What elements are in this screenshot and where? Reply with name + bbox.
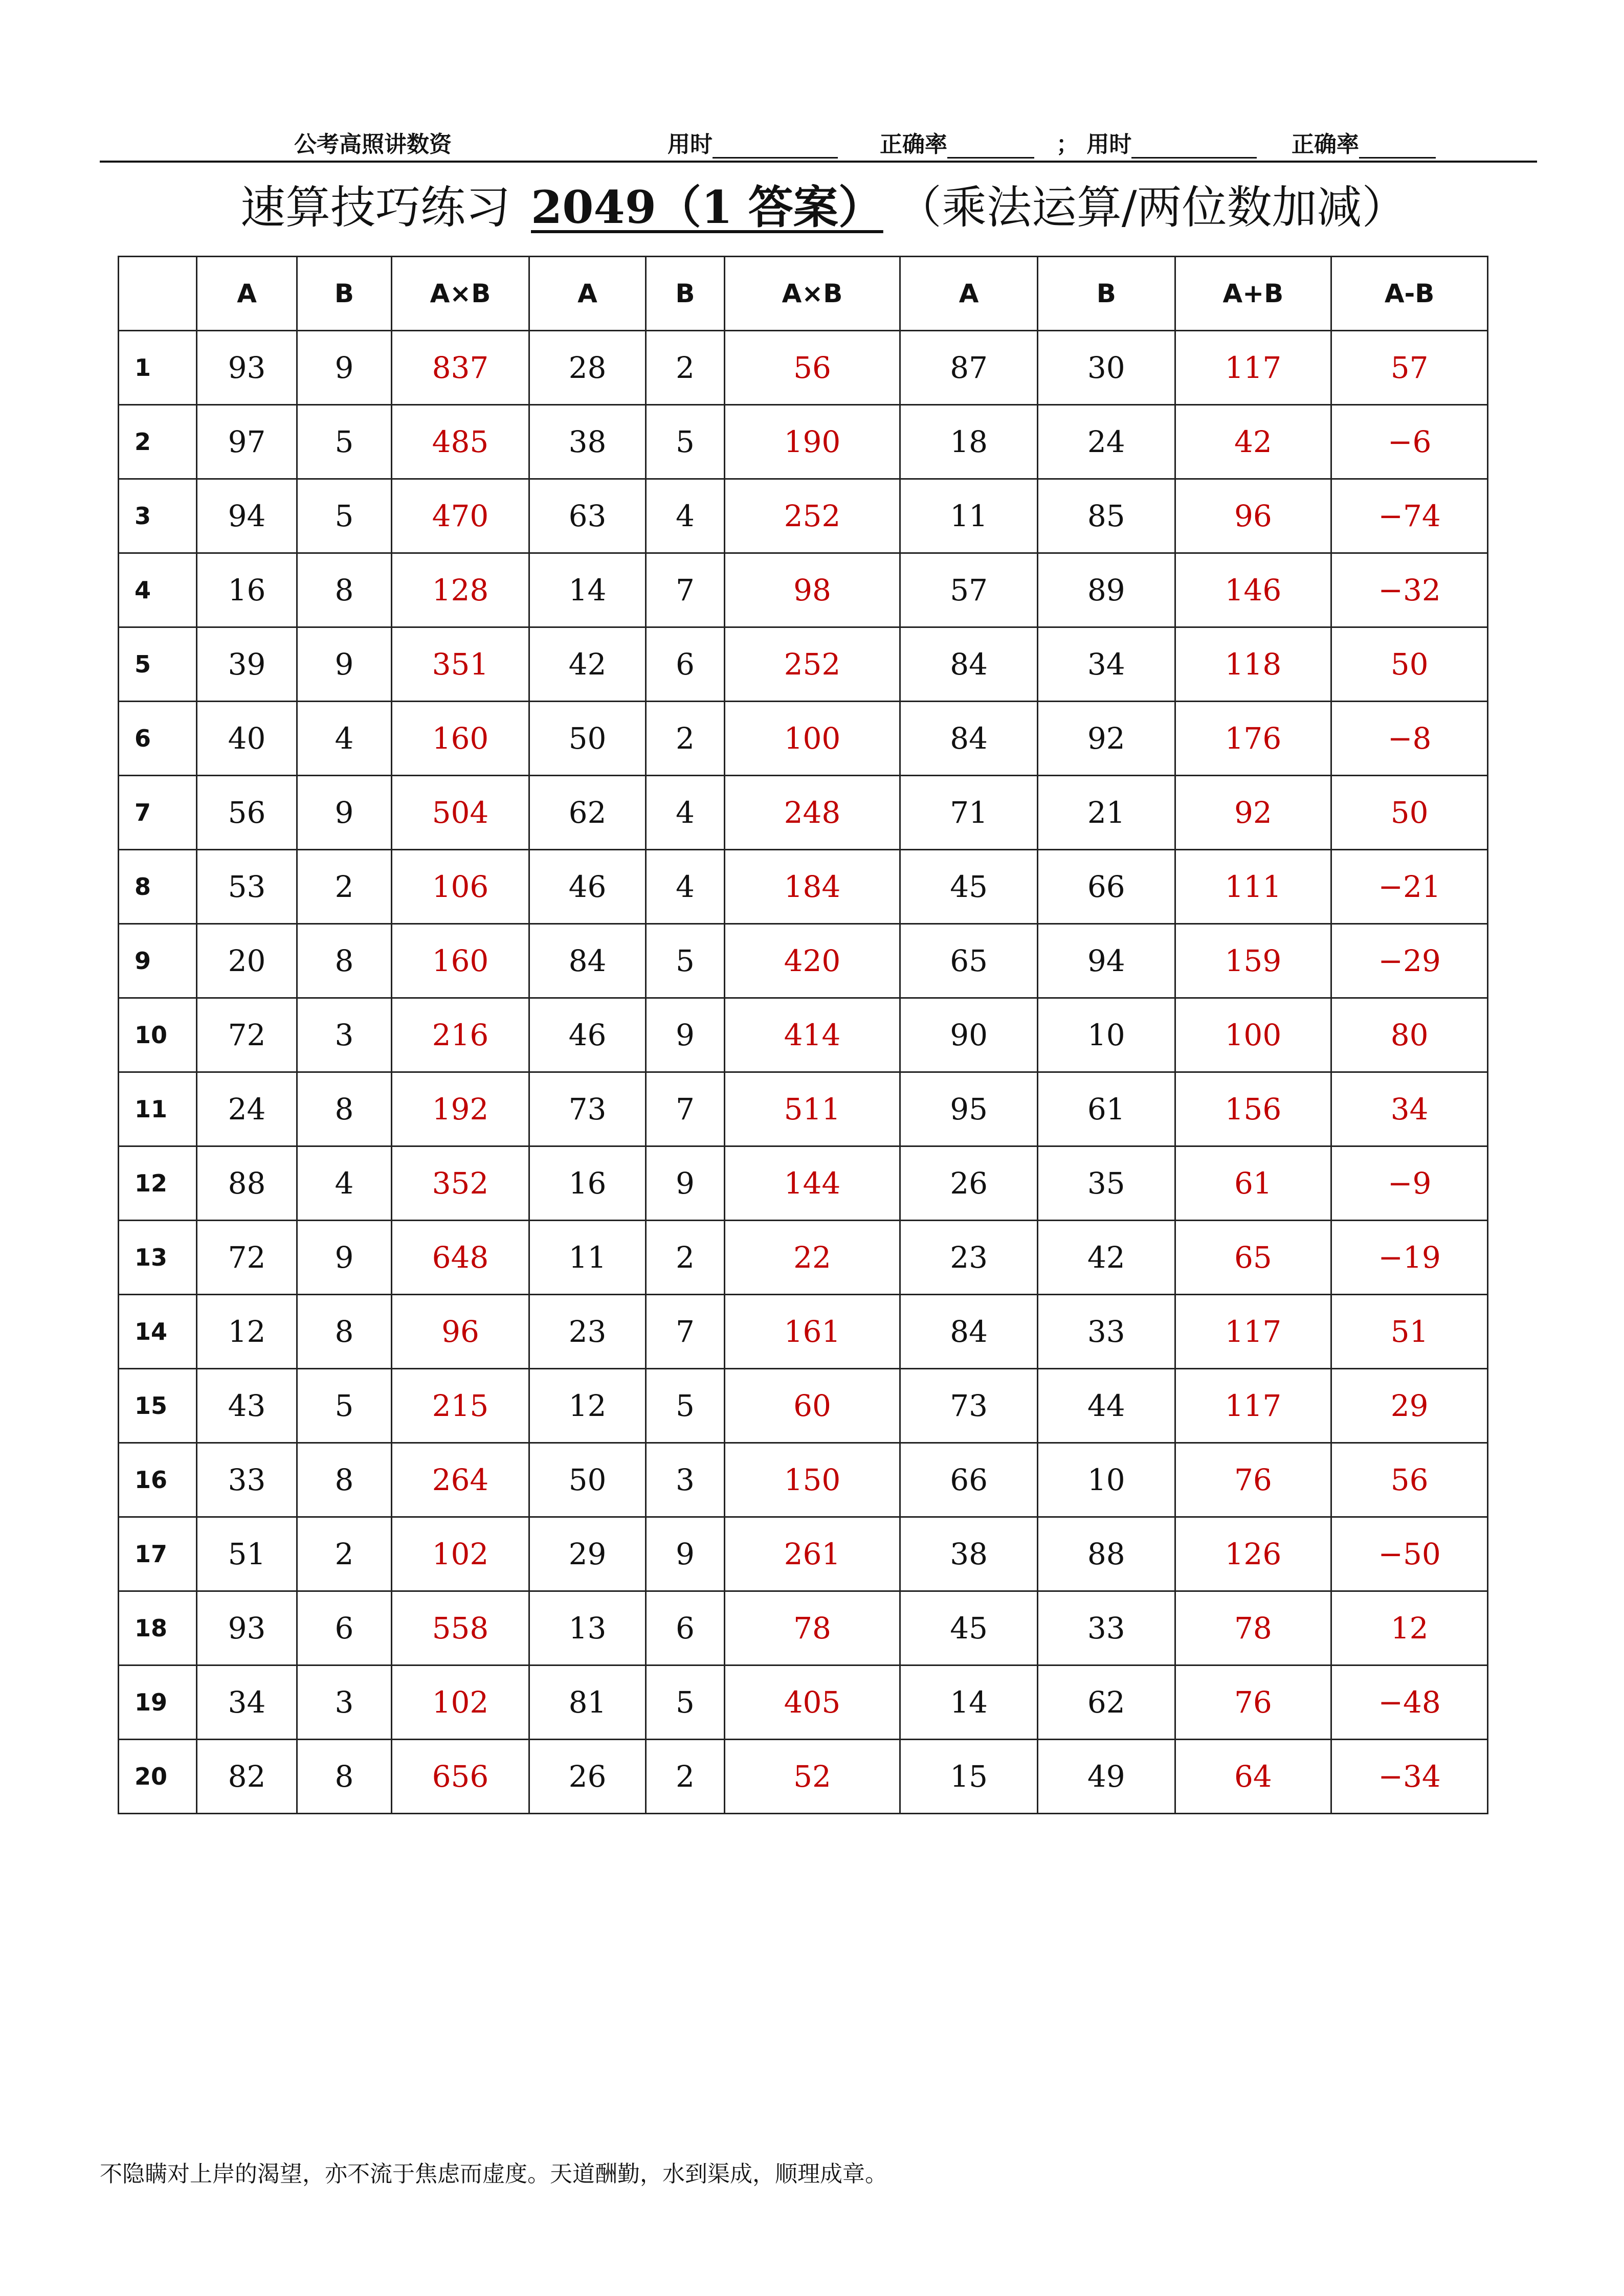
table-row (119, 405, 1488, 479)
operand-cell: 9 (646, 1517, 724, 1591)
operand-cell: 8 (297, 924, 391, 998)
operand-cell: 61 (1037, 1072, 1175, 1146)
answer-cell: 117 (1175, 1295, 1331, 1369)
answer-cell: −19 (1331, 1221, 1488, 1295)
operand-cell: 72 (197, 998, 297, 1072)
answer-cell: 50 (1331, 776, 1488, 850)
answer-cell: 352 (392, 1146, 529, 1221)
operand-cell: 9 (646, 1146, 724, 1221)
answer-cell: 190 (724, 405, 900, 479)
time-label-1: 用时 (668, 131, 713, 157)
table-row (119, 1146, 1488, 1221)
answer-cell: 102 (392, 1665, 529, 1740)
operand-cell: 11 (900, 479, 1038, 553)
operand-cell: 82 (197, 1740, 297, 1814)
operand-cell: 2 (297, 850, 391, 924)
operand-cell: 87 (900, 331, 1038, 405)
table-row (119, 776, 1488, 850)
operand-cell: 5 (297, 405, 391, 479)
operand-cell: 5 (646, 405, 724, 479)
operand-cell: 66 (900, 1443, 1038, 1517)
answer-cell: 656 (392, 1740, 529, 1814)
answer-cell: −48 (1331, 1665, 1488, 1740)
answer-cell: 420 (724, 924, 900, 998)
answer-cell: 64 (1175, 1740, 1331, 1814)
answer-cell: 159 (1175, 924, 1331, 998)
a-header-2: A (529, 257, 646, 331)
operand-cell: 62 (529, 776, 646, 850)
title-number: 2049（1 答案） (531, 181, 883, 234)
page-title (240, 174, 1407, 240)
answer-cell: 264 (392, 1443, 529, 1517)
accuracy-blank-2[interactable] (1359, 137, 1436, 159)
answer-cell: −6 (1331, 405, 1488, 479)
b-header-3: B (1037, 257, 1175, 331)
operand-cell: 84 (529, 924, 646, 998)
operand-cell: 7 (646, 1295, 724, 1369)
answer-cell: 252 (724, 479, 900, 553)
row-number: 9 (119, 924, 197, 998)
table-body (119, 331, 1488, 1814)
answer-cell: 160 (392, 702, 529, 776)
answer-cell: 56 (1331, 1443, 1488, 1517)
b-header-2: B (646, 257, 724, 331)
operand-cell: 88 (197, 1146, 297, 1221)
row-number: 10 (119, 998, 197, 1072)
table-row (119, 998, 1488, 1072)
footer-motto: 不隐瞒对上岸的渴望，亦不流于焦虑而虚度。天道酬勤，水到渠成，顺理成章。 (100, 2161, 887, 2187)
answer-cell: 161 (724, 1295, 900, 1369)
operand-cell: 24 (1037, 405, 1175, 479)
b-header-1: B (297, 257, 391, 331)
table-header-row (119, 257, 1488, 331)
operand-cell: 33 (197, 1443, 297, 1517)
answer-cell: 252 (724, 627, 900, 702)
operand-cell: 51 (197, 1517, 297, 1591)
operand-cell: 84 (900, 1295, 1038, 1369)
operand-cell: 81 (529, 1665, 646, 1740)
answer-cell: 261 (724, 1517, 900, 1591)
table-row (119, 1591, 1488, 1665)
answer-cell: −50 (1331, 1517, 1488, 1591)
accuracy-label-2: 正确率 (1292, 131, 1359, 157)
operand-cell: 6 (646, 1591, 724, 1665)
table-row (119, 331, 1488, 405)
answer-cell: −9 (1331, 1146, 1488, 1221)
answer-cell: 78 (724, 1591, 900, 1665)
operand-cell: 26 (529, 1740, 646, 1814)
answer-cell: 80 (1331, 998, 1488, 1072)
table-row (119, 627, 1488, 702)
row-number: 13 (119, 1221, 197, 1295)
operand-cell: 93 (197, 331, 297, 405)
operand-cell: 2 (646, 1740, 724, 1814)
operand-cell: 71 (900, 776, 1038, 850)
operand-cell: 38 (900, 1517, 1038, 1591)
operand-cell: 4 (646, 479, 724, 553)
operand-cell: 10 (1037, 1443, 1175, 1517)
answer-cell: 156 (1175, 1072, 1331, 1146)
answer-cell: 150 (724, 1443, 900, 1517)
operand-cell: 94 (1037, 924, 1175, 998)
accuracy-label-1: 正确率 (880, 131, 947, 157)
operand-cell: 45 (900, 1591, 1038, 1665)
row-number: 3 (119, 479, 197, 553)
operand-cell: 50 (529, 1443, 646, 1517)
answer-cell: 76 (1175, 1665, 1331, 1740)
operand-cell: 9 (646, 998, 724, 1072)
operand-cell: 62 (1037, 1665, 1175, 1740)
answer-cell: 128 (392, 553, 529, 627)
operand-cell: 8 (297, 1443, 391, 1517)
operand-cell: 9 (297, 627, 391, 702)
time-field-1 (668, 126, 838, 159)
operand-cell: 88 (1037, 1517, 1175, 1591)
answer-cell: 29 (1331, 1369, 1488, 1443)
row-number: 20 (119, 1740, 197, 1814)
answer-cell: 51 (1331, 1295, 1488, 1369)
answer-cell: −32 (1331, 553, 1488, 627)
operand-cell: 23 (900, 1221, 1038, 1295)
operand-cell: 8 (297, 553, 391, 627)
answer-cell: 98 (724, 553, 900, 627)
time-blank-1[interactable] (713, 137, 838, 159)
answer-cell: 192 (392, 1072, 529, 1146)
operand-cell: 97 (197, 405, 297, 479)
table-row (119, 479, 1488, 553)
operand-cell: 15 (900, 1740, 1038, 1814)
table-row (119, 850, 1488, 924)
answer-cell: 56 (724, 331, 900, 405)
operand-cell: 5 (646, 1665, 724, 1740)
table-row (119, 1517, 1488, 1591)
operand-cell: 9 (297, 1221, 391, 1295)
operand-cell: 33 (1037, 1295, 1175, 1369)
answer-cell: 100 (724, 702, 900, 776)
row-number: 15 (119, 1369, 197, 1443)
row-number: 1 (119, 331, 197, 405)
operand-cell: 46 (529, 850, 646, 924)
operand-cell: 16 (529, 1146, 646, 1221)
a-header-3: A (900, 257, 1038, 331)
accuracy-field-2 (1292, 126, 1436, 159)
worksheet-header (100, 121, 1532, 162)
operand-cell: 7 (646, 553, 724, 627)
operand-cell: 2 (646, 702, 724, 776)
operand-cell: 26 (900, 1146, 1038, 1221)
table-row (119, 1443, 1488, 1517)
operand-cell: 42 (1037, 1221, 1175, 1295)
table-row (119, 1740, 1488, 1814)
operand-cell: 4 (297, 702, 391, 776)
row-number: 7 (119, 776, 197, 850)
answer-cell: 470 (392, 479, 529, 553)
sum-header: A+B (1175, 257, 1331, 331)
operand-cell: 46 (529, 998, 646, 1072)
operand-cell: 44 (1037, 1369, 1175, 1443)
operand-cell: 65 (900, 924, 1038, 998)
operand-cell: 94 (197, 479, 297, 553)
answer-cell: 34 (1331, 1072, 1488, 1146)
time-field-2 (1056, 126, 1257, 159)
answer-cell: 50 (1331, 627, 1488, 702)
row-number: 5 (119, 627, 197, 702)
answer-cell: 96 (392, 1295, 529, 1369)
answer-cell: 117 (1175, 331, 1331, 405)
answer-cell: 351 (392, 627, 529, 702)
operand-cell: 43 (197, 1369, 297, 1443)
answer-cell: 144 (724, 1146, 900, 1221)
operand-cell: 4 (646, 850, 724, 924)
operand-cell: 33 (1037, 1591, 1175, 1665)
answer-cell: −74 (1331, 479, 1488, 553)
table-row (119, 702, 1488, 776)
product-header-2: A×B (724, 257, 900, 331)
operand-cell: 5 (646, 1369, 724, 1443)
answer-cell: 65 (1175, 1221, 1331, 1295)
operand-cell: 84 (900, 627, 1038, 702)
operand-cell: 5 (297, 479, 391, 553)
answer-cell: −34 (1331, 1740, 1488, 1814)
operand-cell: 95 (900, 1072, 1038, 1146)
answer-cell: 837 (392, 331, 529, 405)
answer-cell: 22 (724, 1221, 900, 1295)
row-number: 14 (119, 1295, 197, 1369)
answer-cell: 117 (1175, 1369, 1331, 1443)
table-row (119, 924, 1488, 998)
operand-cell: 2 (646, 331, 724, 405)
difference-header: A-B (1331, 257, 1488, 331)
table-row (119, 1072, 1488, 1146)
answer-cell: 96 (1175, 479, 1331, 553)
operand-cell: 6 (646, 627, 724, 702)
answer-cell: 100 (1175, 998, 1331, 1072)
row-number: 17 (119, 1517, 197, 1591)
field-separator: ； (1056, 131, 1079, 157)
operand-cell: 3 (297, 1665, 391, 1740)
operand-cell: 40 (197, 702, 297, 776)
answer-cell: 511 (724, 1072, 900, 1146)
answer-cell: 146 (1175, 553, 1331, 627)
answer-cell: 248 (724, 776, 900, 850)
operand-cell: 53 (197, 850, 297, 924)
operand-cell: 56 (197, 776, 297, 850)
answer-cell: 485 (392, 405, 529, 479)
operand-cell: 10 (1037, 998, 1175, 1072)
answer-cell: 126 (1175, 1517, 1331, 1591)
row-number: 2 (119, 405, 197, 479)
header-divider (100, 161, 1537, 163)
operand-cell: 29 (529, 1517, 646, 1591)
answer-cell: 176 (1175, 702, 1331, 776)
operand-cell: 90 (900, 998, 1038, 1072)
operand-cell: 35 (1037, 1146, 1175, 1221)
row-number: 18 (119, 1591, 197, 1665)
title-suffix: （乘法运算/两位数加减） (919, 181, 1407, 234)
answer-cell: 414 (724, 998, 900, 1072)
answer-cell: 52 (724, 1740, 900, 1814)
operand-cell: 73 (529, 1072, 646, 1146)
answer-cell: 78 (1175, 1591, 1331, 1665)
operand-cell: 5 (297, 1369, 391, 1443)
operand-cell: 16 (197, 553, 297, 627)
row-number: 4 (119, 553, 197, 627)
answer-cell: 106 (392, 850, 529, 924)
answer-cell: 76 (1175, 1443, 1331, 1517)
operand-cell: 92 (1037, 702, 1175, 776)
operand-cell: 57 (900, 553, 1038, 627)
operand-cell: 49 (1037, 1740, 1175, 1814)
answer-cell: 648 (392, 1221, 529, 1295)
answer-cell: −8 (1331, 702, 1488, 776)
answer-cell: 160 (392, 924, 529, 998)
answer-cell: −29 (1331, 924, 1488, 998)
operand-cell: 24 (197, 1072, 297, 1146)
operand-cell: 8 (297, 1295, 391, 1369)
answer-cell: 102 (392, 1517, 529, 1591)
operand-cell: 4 (297, 1146, 391, 1221)
table-row (119, 1369, 1488, 1443)
operand-cell: 2 (646, 1221, 724, 1295)
answer-cell: 215 (392, 1369, 529, 1443)
answer-cell: 61 (1175, 1146, 1331, 1221)
operand-cell: 50 (529, 702, 646, 776)
operand-cell: 39 (197, 627, 297, 702)
answer-cell: 405 (724, 1665, 900, 1740)
operand-cell: 23 (529, 1295, 646, 1369)
accuracy-blank-1[interactable] (947, 137, 1034, 159)
answer-cell: 57 (1331, 331, 1488, 405)
answer-cell: 111 (1175, 850, 1331, 924)
operand-cell: 85 (1037, 479, 1175, 553)
operand-cell: 8 (297, 1072, 391, 1146)
row-number: 12 (119, 1146, 197, 1221)
accuracy-field-1 (880, 126, 1034, 159)
row-number: 16 (119, 1443, 197, 1517)
operand-cell: 34 (197, 1665, 297, 1740)
operand-cell: 89 (1037, 553, 1175, 627)
table-row (119, 1665, 1488, 1740)
operand-cell: 63 (529, 479, 646, 553)
operand-cell: 18 (900, 405, 1038, 479)
operand-cell: 20 (197, 924, 297, 998)
operand-cell: 8 (297, 1740, 391, 1814)
operand-cell: 38 (529, 405, 646, 479)
operand-cell: 30 (1037, 331, 1175, 405)
row-number: 19 (119, 1665, 197, 1740)
answer-cell: 92 (1175, 776, 1331, 850)
product-header-1: A×B (392, 257, 529, 331)
operand-cell: 73 (900, 1369, 1038, 1443)
row-number: 6 (119, 702, 197, 776)
table-row (119, 1295, 1488, 1369)
answer-cell: 184 (724, 850, 900, 924)
time-blank-2[interactable] (1131, 137, 1257, 159)
operand-cell: 14 (529, 553, 646, 627)
a-header-1: A (197, 257, 297, 331)
operand-cell: 72 (197, 1221, 297, 1295)
answer-cell: 216 (392, 998, 529, 1072)
operand-cell: 7 (646, 1072, 724, 1146)
title-prefix: 速算技巧练习 (240, 181, 511, 234)
operand-cell: 3 (646, 1443, 724, 1517)
operand-cell: 12 (529, 1369, 646, 1443)
operand-cell: 6 (297, 1591, 391, 1665)
answer-cell: 504 (392, 776, 529, 850)
practice-table (118, 256, 1488, 1814)
operand-cell: 3 (297, 998, 391, 1072)
table-row (119, 1221, 1488, 1295)
operand-cell: 4 (646, 776, 724, 850)
operand-cell: 12 (197, 1295, 297, 1369)
operand-cell: 5 (646, 924, 724, 998)
row-number: 11 (119, 1072, 197, 1146)
operand-cell: 66 (1037, 850, 1175, 924)
answer-cell: −21 (1331, 850, 1488, 924)
operand-cell: 21 (1037, 776, 1175, 850)
answer-cell: 118 (1175, 627, 1331, 702)
answer-cell: 42 (1175, 405, 1331, 479)
time-label-2: 用时 (1086, 131, 1132, 157)
operand-cell: 42 (529, 627, 646, 702)
row-number: 8 (119, 850, 197, 924)
operand-cell: 84 (900, 702, 1038, 776)
operand-cell: 28 (529, 331, 646, 405)
answer-cell: 60 (724, 1369, 900, 1443)
operand-cell: 11 (529, 1221, 646, 1295)
table-row (119, 553, 1488, 627)
index-header (119, 257, 197, 331)
operand-cell: 9 (297, 776, 391, 850)
answer-cell: 558 (392, 1591, 529, 1665)
operand-cell: 93 (197, 1591, 297, 1665)
operand-cell: 9 (297, 331, 391, 405)
operand-cell: 14 (900, 1665, 1038, 1740)
answer-cell: 12 (1331, 1591, 1488, 1665)
brand-label: 公考高照讲数资 (294, 131, 452, 157)
operand-cell: 45 (900, 850, 1038, 924)
operand-cell: 2 (297, 1517, 391, 1591)
operand-cell: 34 (1037, 627, 1175, 702)
operand-cell: 13 (529, 1591, 646, 1665)
